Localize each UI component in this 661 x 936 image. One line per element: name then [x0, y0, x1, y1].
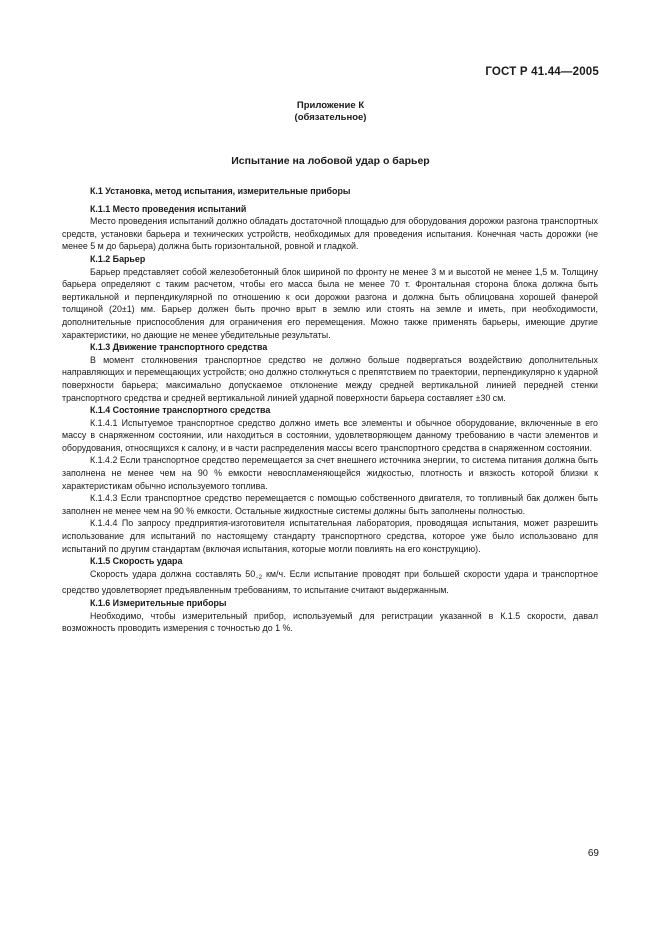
paragraph-k16: Необходимо, чтобы измерительный прибор, используемый для регистрации указанной в К.1.5 скорости, давал возможность проводить измерения с точностью до 1 %.: [62, 610, 598, 634]
paragraph-k12: Барьер представляет собой железобетонный блок шириной по фронту не менее 3 м и высотой не менее 1,5 м. Толщину барьера определяют с таким расчетом, чтобы его масса была не менее 70 т. Фронтальная сторона блока должна быть вертикальной и перпендикулярной по отношению к оси дорожки разгона и должна быть облицована хорошей фанерой толщиной (20±1) мм. Барьер должен быть прочно врыт в землю или стоять на земле и иметь, при необходимости, дополнительные приспособления для ограничения его перемещения. Можно также применять барьеры, имеющие другие характеристики, но дающие не менее убедительные результаты.: [62, 266, 598, 340]
document-body: [62, 185, 598, 635]
page-title: Испытание на лобовой удар о барьер: [231, 155, 430, 167]
speed-text-pre: Скорость удара должна составлять 50: [90, 568, 256, 579]
paragraph-k143: К.1.4.3 Если транспортное средство перемещается с помощью собственного двигателя, то топливный бак должен быть заполнен не менее чем на 90 % емкости. Остальные жидкостные системы должны быть заполнены полностью.: [62, 493, 598, 516]
section-heading-k15: К.1.5 Скорость удара: [90, 556, 183, 567]
section-heading-k14: К.1.4 Состояние транспортного средства: [90, 405, 271, 416]
paragraph-k11: Место проведения испытаний должно обладать достаточной площадью для оборудования дорожки разгона транспортных средств, установки барьера и технических устройств, необходимых для проведения испытания. Конечная часть дорожки (не менее 5 м до барьера) должна быть горизонтальной, ровной и гладкой.: [62, 216, 598, 252]
paragraph-k144: К.1.4.4 По запросу предприятия-изготовителя испытательная лаборатория, проводящая испытания, может разрешить использование для испытаний по настоящему стандарту транспортного средства, которое уже было использовано для испытаний по другим стандартам (включая испытания, которые могли повлиять на его конструкцию).: [62, 518, 598, 554]
section-heading-k13: К.1.3 Движение транспортного средства: [90, 342, 268, 353]
appendix-label: Приложение К: [296, 100, 365, 111]
section-heading-k11: К.1.1 Место проведения испытаний: [90, 203, 247, 214]
speed-tolerance: −2: [255, 574, 263, 581]
appendix-heading: [0, 100, 661, 124]
paragraph-k15: [62, 568, 598, 597]
section-heading-k16: К.1.6 Измерительные приборы: [90, 598, 227, 608]
paragraph-k13: В момент столкновения транспортное средство не должно больше подвергаться воздействию дополнительных направляющих и перемещающих устройств; оно должно столкнуться с препятствием по траектории, перпендикулярно к ударной поверхности барьера; максимально допускаемое отклонение между средней вертикальной линией передней стенки транспортного средства и средней вертикальной линией ударной поверхности барьера составляет ±30 см.: [62, 354, 598, 403]
section-heading-k1: К.1 Установка, метод испытания, измерительные приборы: [90, 186, 351, 196]
paragraph-k141: К.1.4.1 Испытуемое транспортное средство должно иметь все элементы и обычное оборудование, включенные в его массу в снаряженном состоянии, или находиться в состоянии, удовлетворяющем данному требованию в части элементов и оборудования, относящихся к салону, и в части распределения массы всего транспортного средства в снаряженном состоянии.: [62, 417, 598, 453]
standard-code: ГОСТ Р 41.44—2005: [485, 66, 599, 78]
appendix-status: (обязательное): [294, 112, 367, 123]
page-number: 69: [587, 848, 599, 859]
section-heading-k12: К.1.2 Барьер: [90, 253, 146, 264]
paragraph-k142: К.1.4.2 Если транспортное средство перемещается за счет внешнего источника энергии, то система питания должна быть заполнена не менее чем на 90 % емкости невоспламеняющейся жидкостью, плотность и вязкость которой близки к характеристикам обычно используемого топлива.: [62, 455, 598, 491]
speed-text-post: км/ч. Если испытание проводят при большей скорости удара и транспортное средство удовлетворяет предъявленным требованиям, то испытание считают выдержанным.: [62, 568, 598, 596]
